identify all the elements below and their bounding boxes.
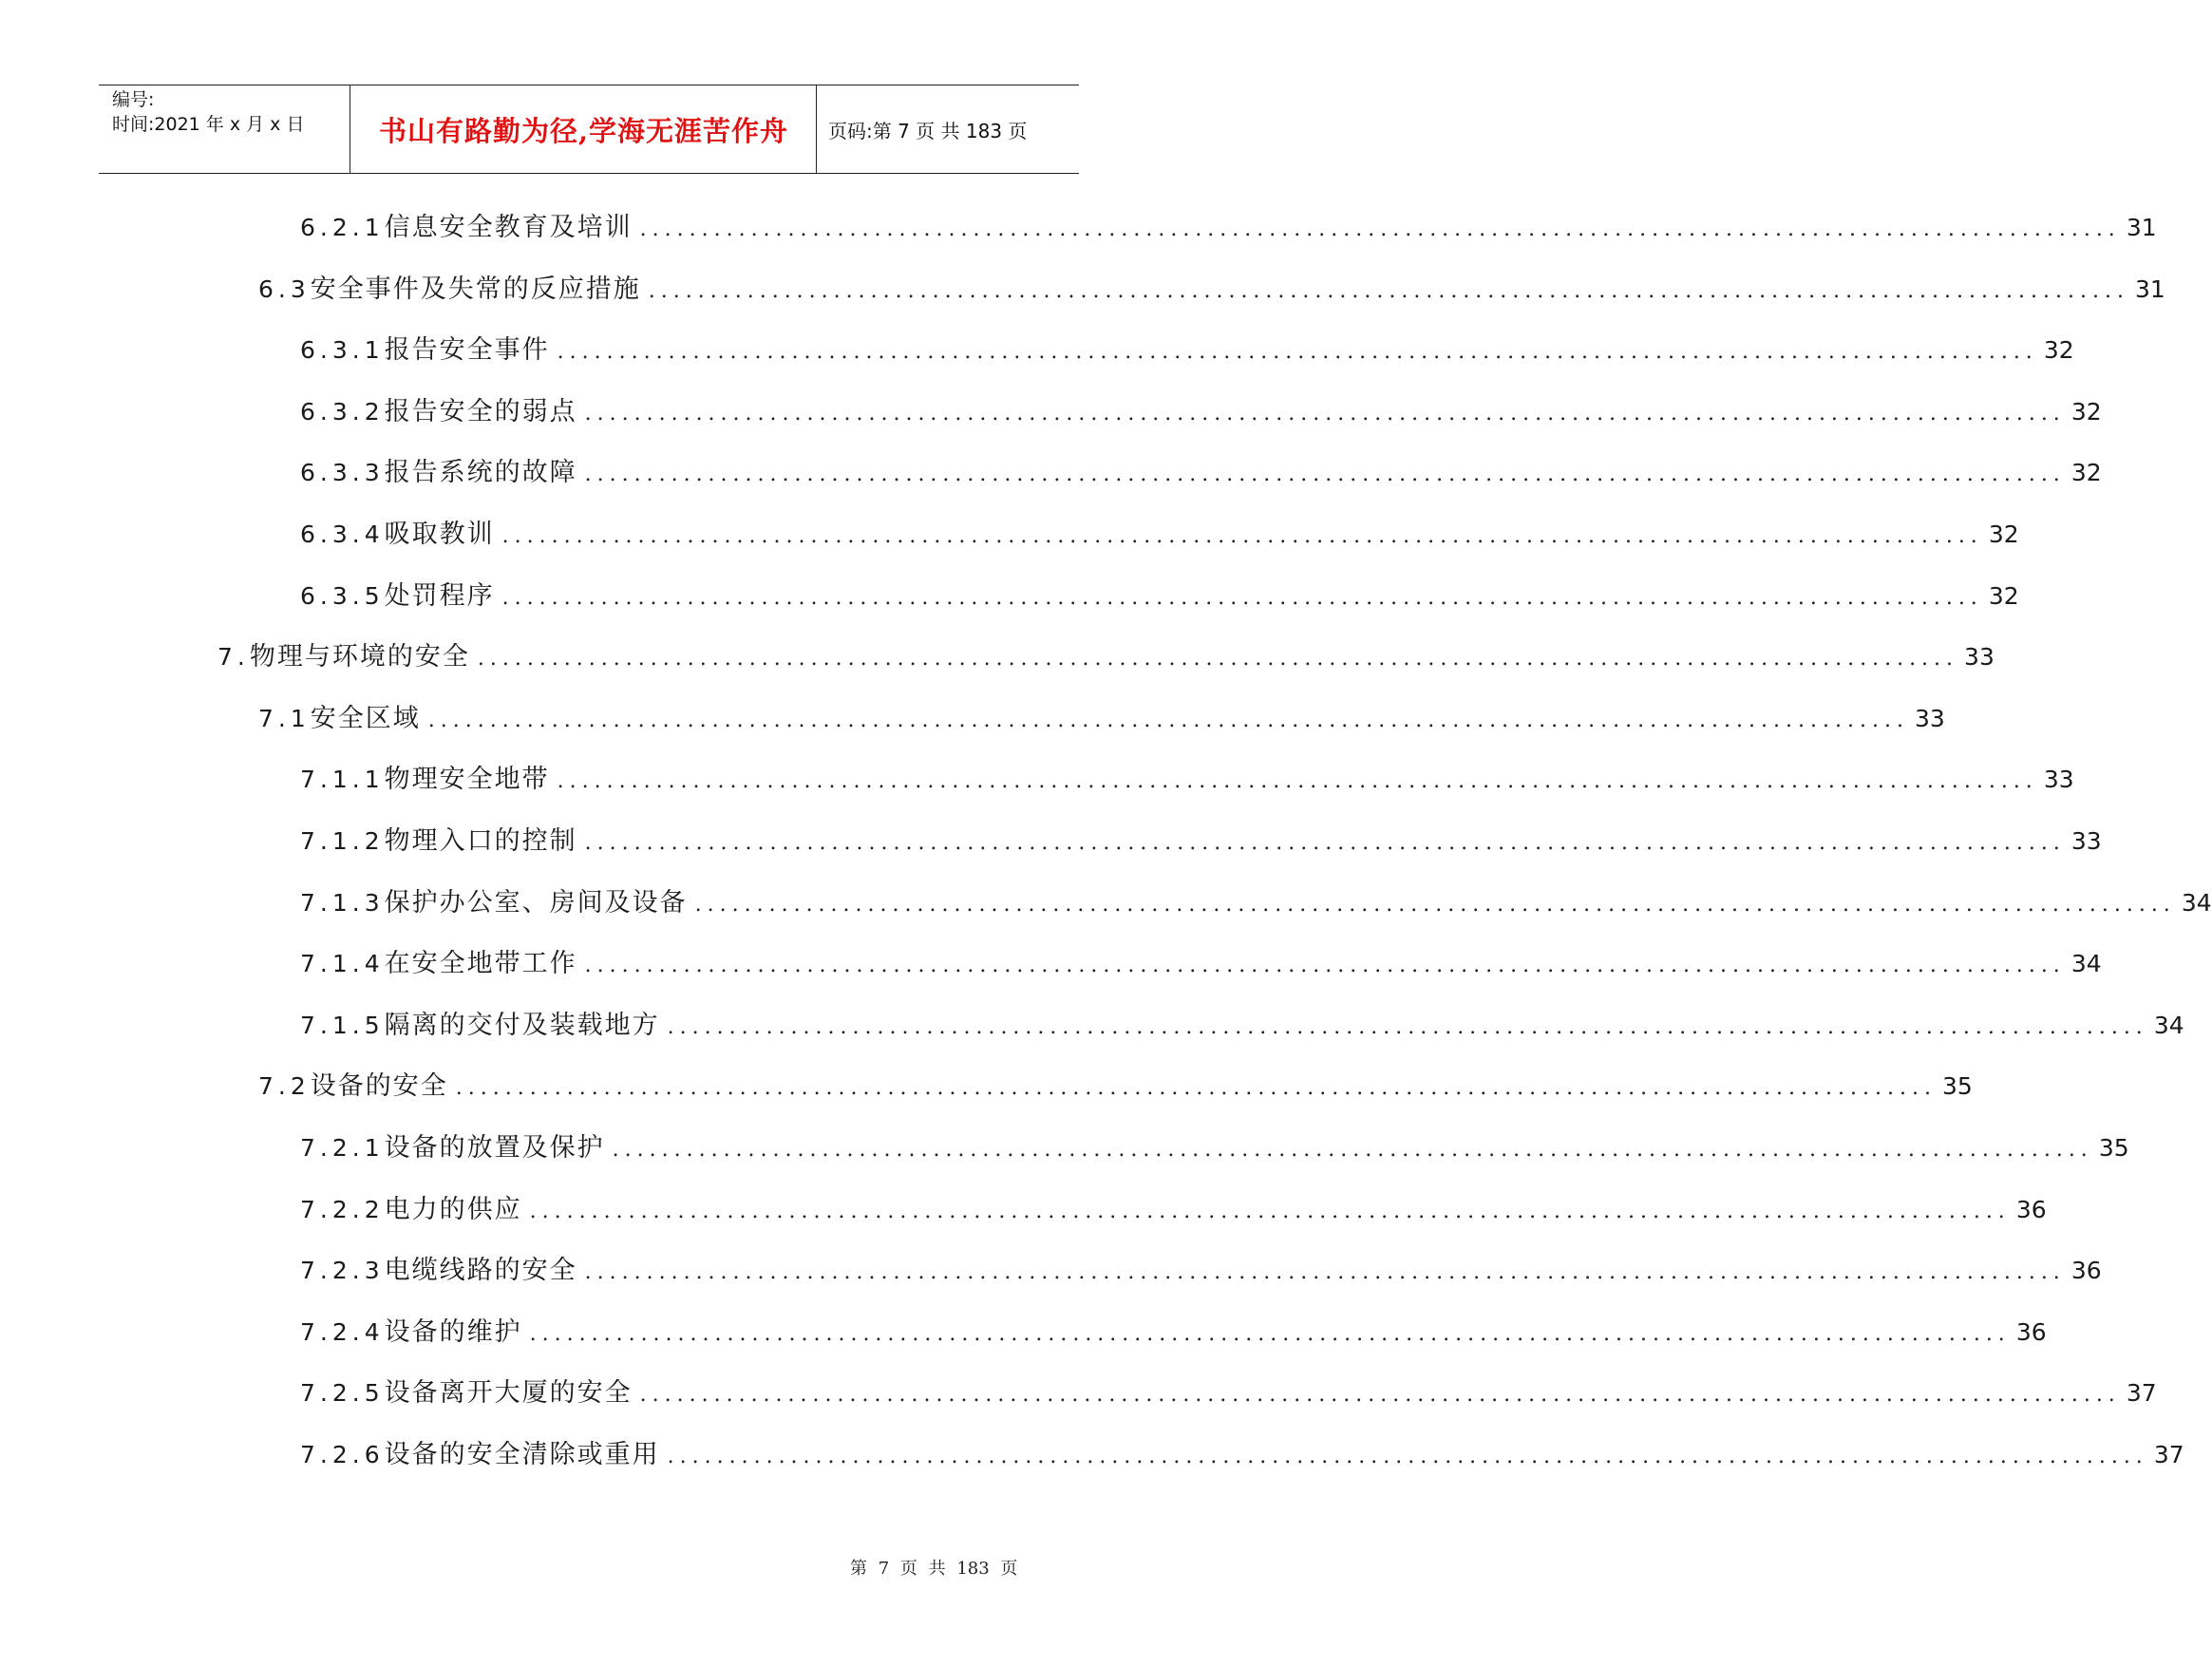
toc-entry-title: 安全区域	[310, 704, 421, 733]
toc-entry-number: 6.3	[258, 275, 311, 303]
toc-entry-number: 6.3.3	[300, 459, 385, 486]
toc-entry-number: 7.1	[258, 705, 311, 732]
toc-entry-number: 7.2	[258, 1072, 311, 1100]
time-label: 时间:2021 年 x 月 x 日	[112, 114, 305, 135]
toc-entry[interactable]	[258, 702, 1945, 738]
toc-entry-number: 6.3.1	[300, 336, 385, 364]
toc-entry-title: 处罚程序	[384, 581, 495, 611]
toc-entry-number: 7.2.6	[300, 1441, 385, 1468]
toc-dot-leader: ........................................................................................................................	[529, 1200, 2011, 1223]
toc-dot-leader: ........................................................................................................................	[557, 769, 2038, 793]
toc-dot-leader: ........................................................................................................................	[557, 340, 2038, 364]
toc-entry-title: 吸取教训	[384, 520, 495, 549]
toc-entry-page: 36	[2015, 1196, 2047, 1223]
toc-entry[interactable]	[300, 1316, 2047, 1352]
toc-entry[interactable]	[300, 579, 2019, 615]
toc-entry-title: 设备的安全	[310, 1071, 448, 1101]
toc-entry[interactable]	[300, 333, 2074, 369]
toc-entry[interactable]	[258, 273, 2165, 309]
toc-entry-page: 34	[2153, 1012, 2184, 1039]
header-page-info: 页码:第 7 页 共 183 页	[828, 120, 1028, 142]
toc-entry-title: 报告安全事件	[384, 335, 550, 365]
toc-entry[interactable]	[300, 1131, 2129, 1167]
toc-entry-page: 31	[2134, 275, 2165, 303]
toc-entry-number: 7.2.3	[300, 1257, 385, 1284]
toc-dot-leader: ........................................................................................................................	[584, 1260, 2066, 1284]
toc-entry-page: 31	[2126, 214, 2157, 241]
toc-entry-number: 6.3.2	[300, 398, 385, 426]
toc-entry-number: 7.2.4	[300, 1318, 385, 1346]
toc-entry-page: 37	[2153, 1441, 2184, 1468]
toc-entry-number: 6.3.5	[300, 582, 385, 610]
toc-entry-title: 保护办公室、房间及设备	[384, 888, 688, 918]
toc-entry-number: 6.2.1	[300, 214, 385, 241]
toc-dot-leader: ........................................................................................................................	[667, 1015, 2148, 1039]
toc-entry-title: 设备的放置及保护	[384, 1133, 605, 1163]
toc-entry[interactable]	[300, 886, 2212, 922]
toc-entry-page: 36	[2070, 1257, 2102, 1284]
toc-entry-page: 35	[1941, 1072, 1973, 1100]
toc-dot-leader: ........................................................................................................................	[584, 463, 2066, 486]
toc-entry-page: 32	[2070, 398, 2102, 426]
toc-dot-leader: ........................................................................................................................	[427, 709, 1909, 732]
toc-entry-page: 33	[2070, 827, 2102, 855]
toc-entry-number: 7.2.1	[300, 1134, 385, 1162]
page-footer: 第 7 页 共 183 页	[850, 1559, 1018, 1579]
toc-dot-leader: ........................................................................................................................	[455, 1076, 1937, 1100]
toc-entry[interactable]	[300, 1376, 2157, 1412]
toc-entry-title: 报告系统的故障	[384, 458, 577, 487]
toc-entry-page: 34	[2070, 950, 2102, 977]
toc-entry[interactable]	[300, 1009, 2184, 1045]
toc-entry-title: 报告安全的弱点	[384, 397, 577, 426]
toc-entry-number: 6.3.4	[300, 521, 385, 548]
toc-entry[interactable]	[300, 947, 2102, 983]
toc-entry-title: 物理安全地带	[384, 765, 550, 794]
toc-entry-page: 35	[2098, 1134, 2129, 1162]
toc-entry-title: 物理入口的控制	[384, 826, 577, 856]
toc-entry-page: 34	[2181, 889, 2212, 917]
toc-entry-title: 设备离开大厦的安全	[384, 1378, 633, 1408]
toc-entry-title: 设备的安全清除或重用	[384, 1440, 660, 1469]
toc-entry[interactable]	[300, 1438, 2184, 1474]
toc-entry[interactable]	[217, 640, 1995, 676]
toc-dot-leader: ........................................................................................................................	[667, 1445, 2148, 1468]
toc-entry-page: 33	[2043, 766, 2074, 793]
toc-entry-number: 7.2.5	[300, 1379, 385, 1407]
toc-entry-page: 33	[1914, 705, 1945, 732]
toc-entry-number: 7.1.4	[300, 950, 385, 977]
toc-dot-leader: ........................................................................................................................	[501, 524, 1983, 548]
toc-entry-title: 设备的维护	[384, 1317, 522, 1347]
header-motto: 书山有路勤为径,学海无涯苦作舟	[378, 115, 789, 147]
toc-entry-number: 7.2.2	[300, 1196, 385, 1223]
toc-entry-title: 在安全地带工作	[384, 949, 577, 978]
toc-dot-leader: ........................................................................................................................	[584, 831, 2066, 855]
toc-entry[interactable]	[300, 395, 2102, 431]
toc-entry-page: 36	[2015, 1318, 2047, 1346]
toc-entry-title: 电力的供应	[384, 1195, 522, 1224]
toc-dot-leader: ........................................................................................................................	[612, 1138, 2093, 1162]
toc-entry[interactable]	[258, 1070, 1973, 1106]
toc-entry-page: 32	[2043, 336, 2074, 364]
toc-dot-leader: ........................................................................................................................	[584, 954, 2066, 977]
toc-dot-leader: ........................................................................................................................	[648, 279, 2129, 303]
toc-dot-leader: ........................................................................................................................	[639, 1383, 2121, 1407]
toc-entry-number: 7.	[217, 643, 250, 671]
toc-entry[interactable]	[300, 1254, 2102, 1290]
toc-entry-page: 32	[2070, 459, 2102, 486]
toc-entry-number: 7.1.1	[300, 766, 385, 793]
doc-number-label: 编号:	[112, 89, 155, 110]
toc-entry-number: 7.1.3	[300, 889, 385, 917]
toc-entry-title: 电缆线路的安全	[384, 1256, 577, 1285]
toc-entry-number: 7.1.2	[300, 827, 385, 855]
toc-entry-title: 物理与环境的安全	[249, 642, 470, 672]
toc-dot-leader: ........................................................................................................................	[477, 647, 1959, 671]
toc-entry-number: 7.1.5	[300, 1012, 385, 1039]
toc-entry[interactable]	[300, 1193, 2047, 1229]
toc-entry-page: 33	[1964, 643, 1995, 671]
toc-entry[interactable]	[300, 763, 2074, 799]
toc-dot-leader: ........................................................................................................................	[639, 218, 2121, 241]
toc-entry[interactable]	[300, 456, 2102, 492]
toc-entry-title: 安全事件及失常的反应措施	[310, 275, 641, 304]
toc-entry-page: 37	[2126, 1379, 2157, 1407]
toc-entry[interactable]	[300, 824, 2102, 861]
toc-dot-leader: ........................................................................................................................	[529, 1322, 2011, 1346]
toc-entry-title: 信息安全教育及培训	[384, 213, 633, 242]
toc-dot-leader: ........................................................................................................................	[584, 402, 2066, 426]
toc-entry[interactable]	[300, 518, 2019, 554]
toc-dot-leader: ........................................................................................................................	[501, 586, 1983, 610]
toc-entry[interactable]	[300, 211, 2157, 247]
toc-dot-leader: ........................................................................................................................	[694, 893, 2176, 917]
toc-entry-title: 隔离的交付及装载地方	[384, 1011, 660, 1040]
toc-entry-page: 32	[1988, 582, 2019, 610]
toc-entry-page: 32	[1988, 521, 2019, 548]
